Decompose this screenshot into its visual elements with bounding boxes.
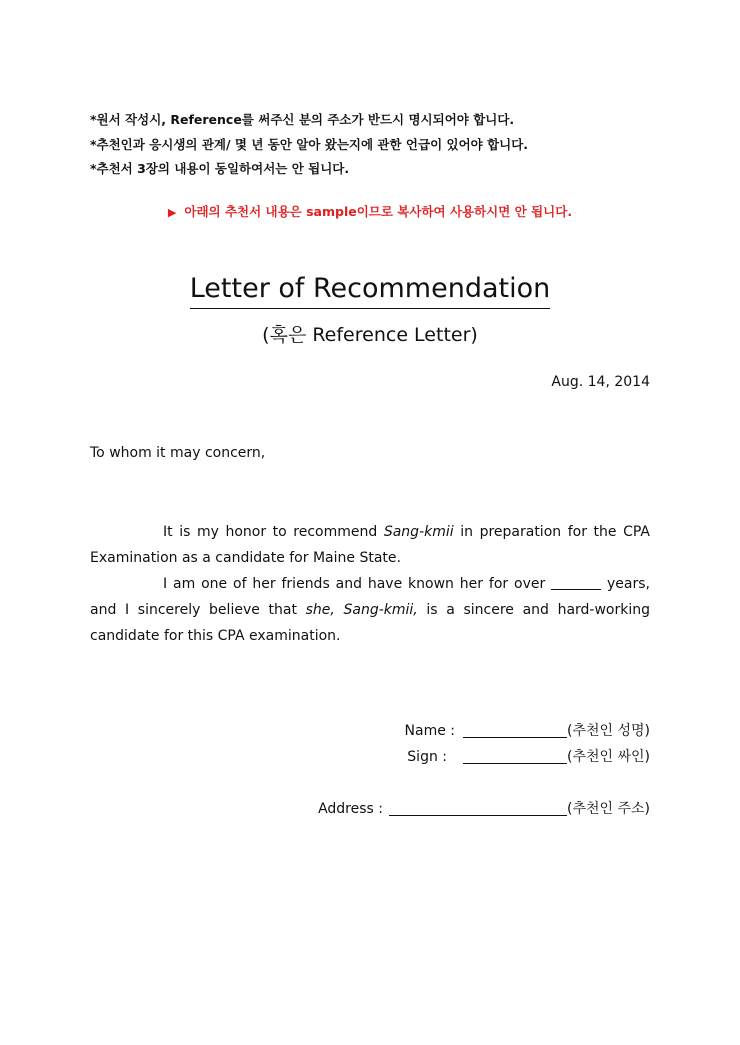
name-note: (추천인 성명): [567, 723, 650, 739]
paragraph-2: [90, 571, 650, 649]
address-field-row: [318, 798, 650, 818]
name-blank-line: [463, 722, 567, 738]
salutation: To whom it may concern,: [90, 445, 266, 461]
p2-middle: years, and I sincerely believe that: [90, 576, 650, 618]
letter-date: Aug. 14, 2014: [551, 374, 650, 390]
address-label: Address :: [318, 801, 383, 817]
note-line-1: *원서 작성시, Reference를 써주신 분의 주소가 반드시 명시되어야 합니다.: [90, 112, 515, 127]
years-blank: [551, 575, 601, 590]
p1-before: It is my honor to recommend: [163, 524, 384, 540]
sign-blank-line: [463, 748, 567, 764]
title-wrap: [0, 270, 740, 309]
p1-after: in preparation for the CPA Examination as a candidate for Maine State.: [90, 524, 650, 566]
address-blank-line: [389, 800, 567, 816]
p2-after: is a sincere and hard-working candidate for this CPA examination.: [90, 602, 651, 644]
address-note: (추천인 주소): [567, 801, 650, 817]
note-line-3: *추천서 3장의 내용이 동일하여서는 안 됩니다.: [90, 161, 350, 176]
paragraph-1: [90, 519, 650, 571]
sample-warning-text: 아래의 추천서 내용은 sample이므로 복사하여 사용하시면 안 됩니다.: [184, 204, 573, 219]
sign-label: Sign :: [407, 749, 447, 765]
letter-body: [90, 519, 650, 649]
sample-warning: [0, 202, 740, 220]
name-label: Name :: [404, 723, 455, 739]
page-title: Letter of Recommendation: [190, 270, 551, 309]
candidate-name-2: she, Sang-kmii,: [305, 602, 418, 618]
name-field-row: [405, 720, 650, 740]
page-subtitle: (혹은 Reference Letter): [262, 324, 478, 346]
sign-note: (추천인 싸인): [567, 749, 650, 765]
instruction-notes: [90, 108, 528, 182]
note-line-2: *추천인과 응시생의 관계/ 몇 년 동안 알아 왔는지에 관한 언급이 있어야 합니다.: [90, 136, 529, 152]
sign-field-row: [407, 746, 650, 766]
triangle-right-icon: ▶: [167, 206, 177, 219]
candidate-name: Sang-kmii: [383, 524, 454, 540]
p2-before: I am one of her friends and have known her for over: [163, 576, 552, 592]
